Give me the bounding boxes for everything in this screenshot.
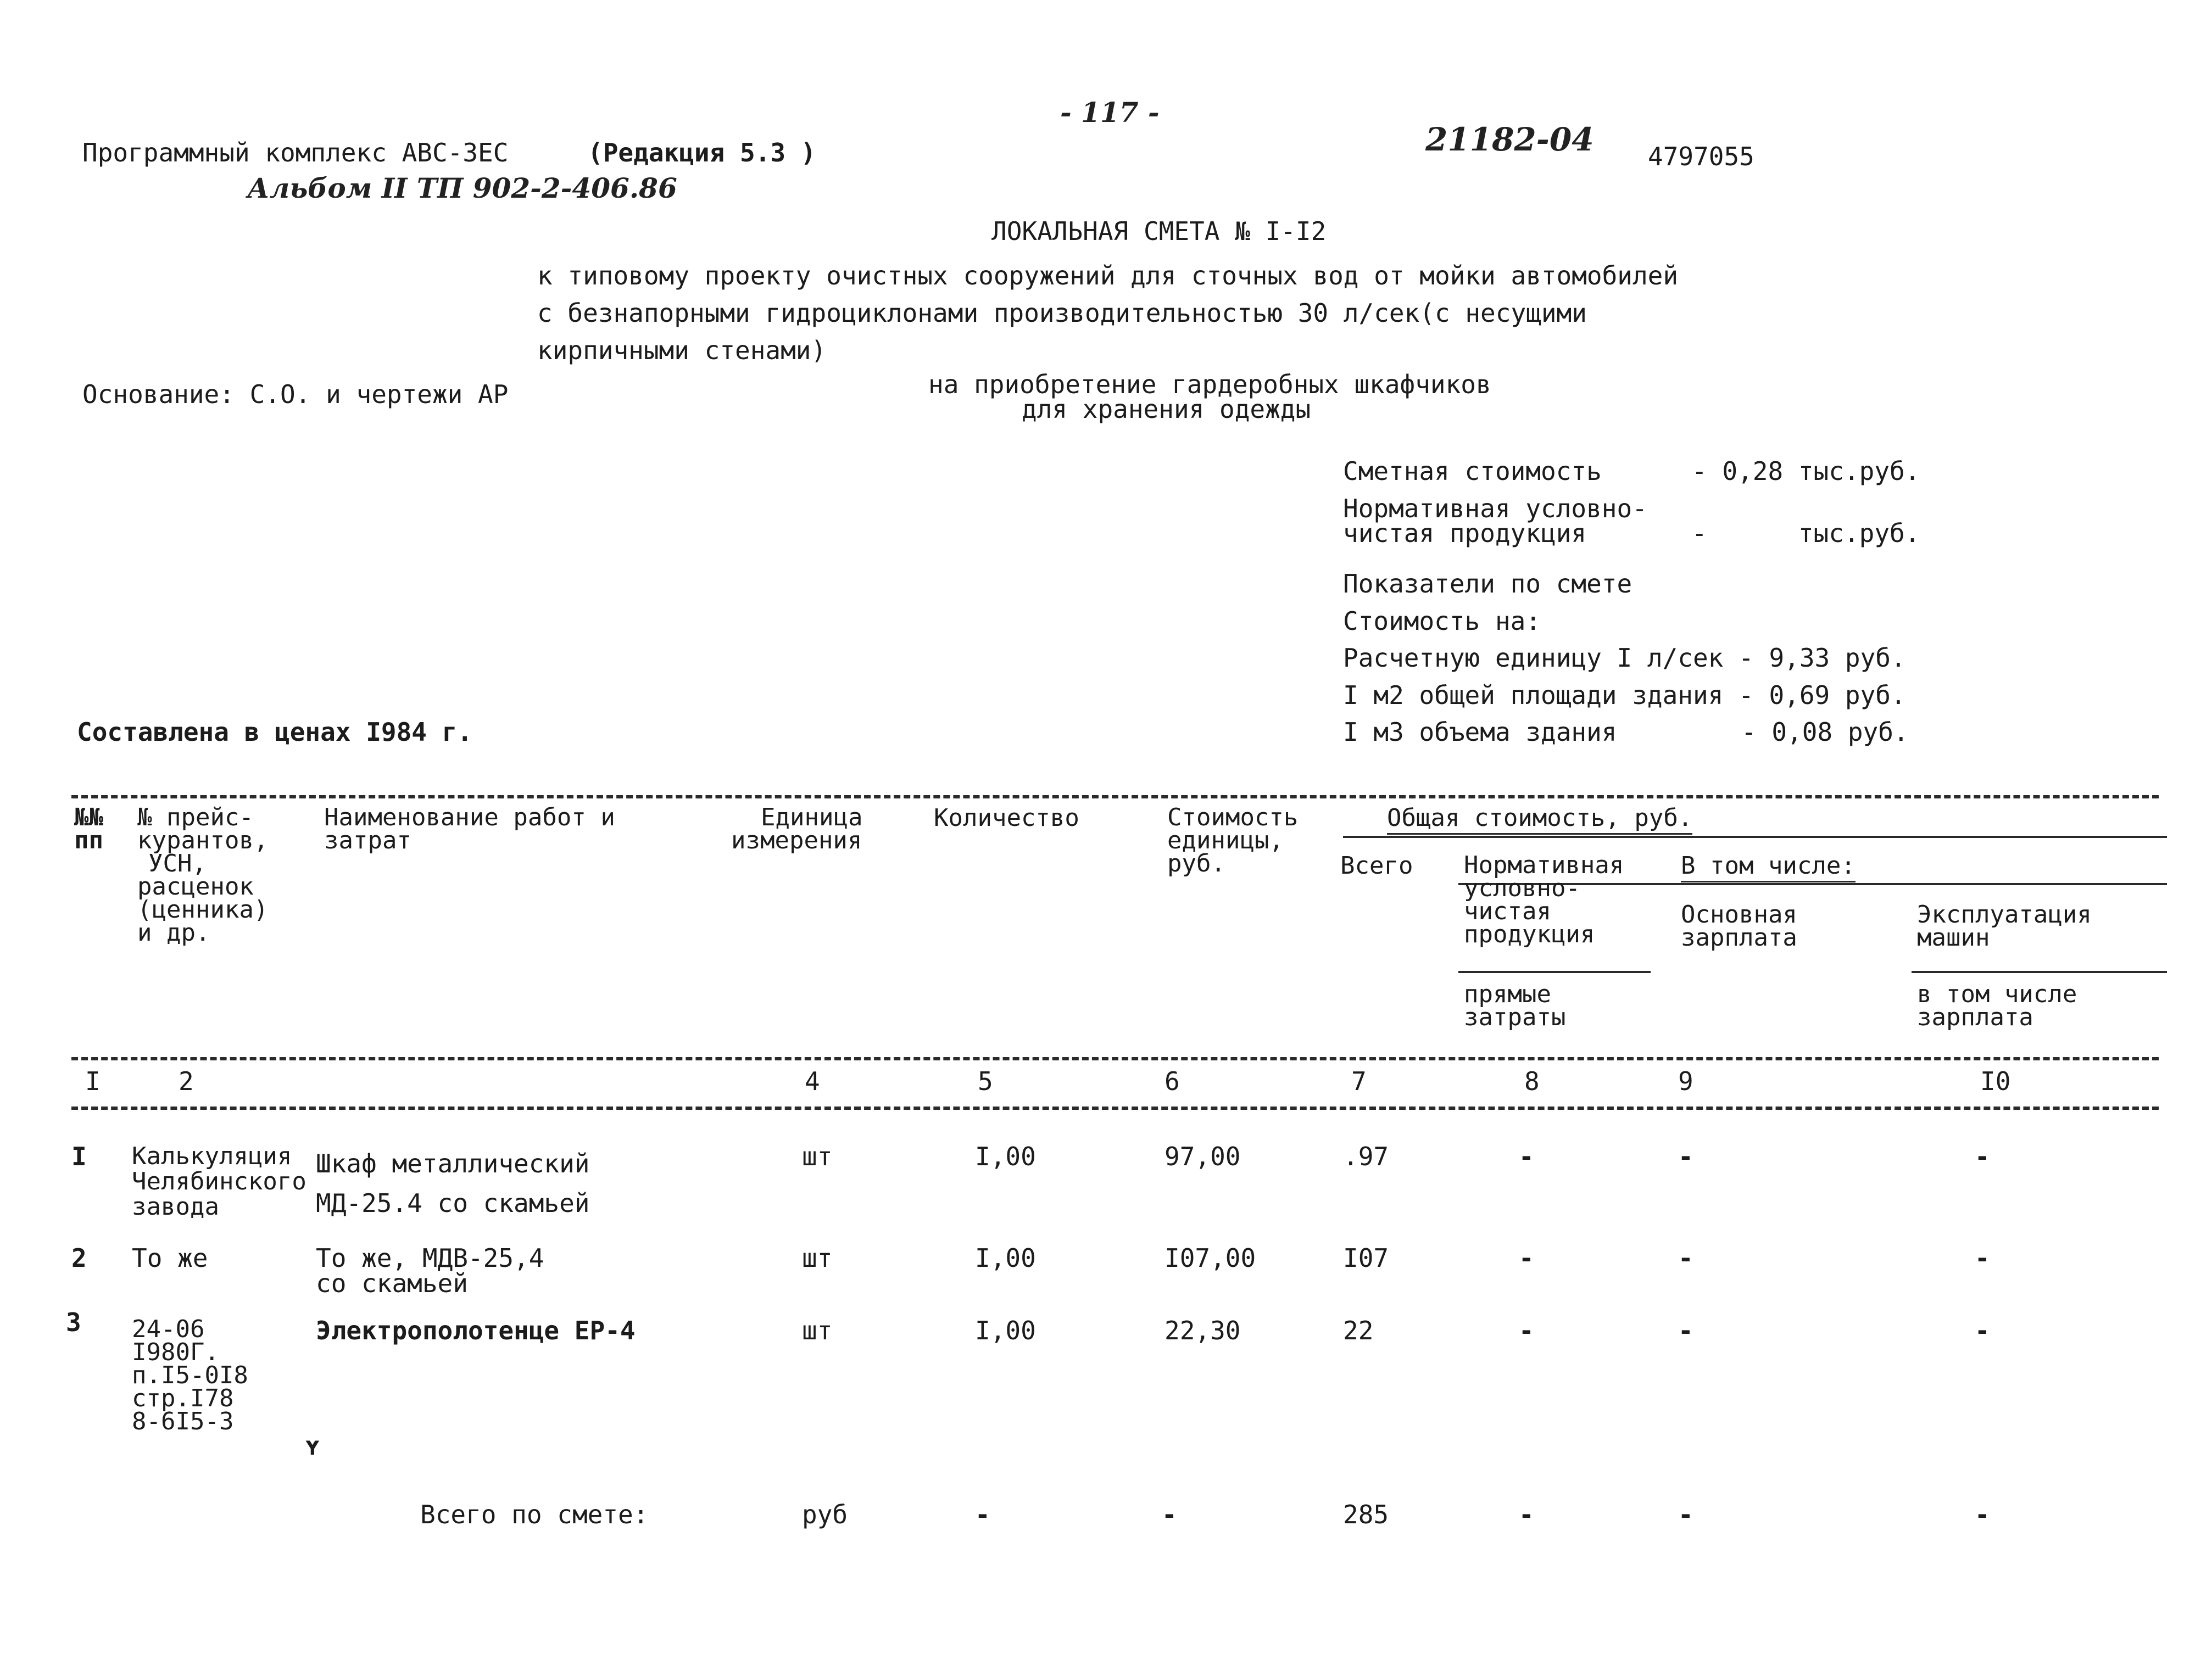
header-text: прямые (1464, 980, 1551, 1008)
col-number: I (85, 1066, 101, 1096)
header-text: № прейс- (137, 803, 254, 831)
header-text: машин (1917, 924, 1990, 952)
row-base-salary: - (1678, 1142, 1693, 1171)
total-base-salary: - (1678, 1500, 1693, 1529)
header-unit (731, 803, 863, 854)
total-label: Всего по смете: (420, 1500, 649, 1529)
row-reference-line: Калькуляция (132, 1142, 292, 1170)
project-description (537, 257, 1678, 369)
header-text: пп (74, 826, 103, 854)
row-work-name-line: со скамьей (316, 1269, 468, 1298)
header-text: затрат (324, 826, 411, 854)
row-unit-cost: 22,30 (1164, 1316, 1241, 1345)
header-row-number (74, 803, 103, 854)
col-number: 7 (1351, 1066, 1367, 1096)
header-text: зарплата (1681, 924, 1797, 952)
program-name: Программный комплекс АВС-ЗЕС (82, 138, 509, 167)
cost-per-unit: Расчетную единицу I л/сек - 9,33 руб. (1343, 643, 1906, 673)
total-machine-operation: - (1975, 1500, 1990, 1529)
col-number: 4 (805, 1066, 820, 1096)
header-direct-costs (1464, 980, 1566, 1031)
header-text: Основная (1681, 901, 1797, 929)
row-quantity: I,00 (975, 1142, 1036, 1171)
cost-per-m3-label: I м3 объема здания (1343, 717, 1617, 747)
header-text: Единица (761, 803, 863, 831)
header-text: Нормативная (1464, 851, 1624, 879)
header-text: УСН, (148, 850, 207, 878)
norm-label-2: чистая продукция (1343, 518, 1587, 548)
header-text: В том числе: (1681, 852, 1856, 882)
col-number: 8 (1524, 1066, 1540, 1096)
project-line: кирпичными стенами) (537, 336, 827, 365)
row-work-name (316, 1245, 544, 1296)
row-reference-line: завода (132, 1193, 219, 1221)
total-unit-cost: - (1162, 1500, 1177, 1529)
row-reference (132, 1315, 248, 1435)
header-text: и др. (137, 919, 210, 947)
header-incl-salary (1917, 980, 2077, 1031)
row-reference (132, 1144, 307, 1220)
norm-value: - тыс.руб. (1692, 518, 1920, 548)
row-reference: То же (132, 1243, 208, 1273)
numbers-bottom-rule (71, 1107, 2159, 1110)
row-norm-product: - (1519, 1243, 1534, 1273)
row-reference-line: стр.I78 (132, 1384, 234, 1412)
program-edition: (Редакция 5.3 ) (588, 138, 816, 167)
row-base-salary: - (1678, 1243, 1693, 1273)
header-text: в том числе (1917, 980, 2077, 1008)
header-text: (ценника) (137, 896, 269, 924)
document-code: 21182-04 (1425, 121, 1594, 158)
header-norm-product (1464, 851, 1624, 948)
row-norm-product: - (1519, 1142, 1534, 1171)
row-work-name-line: То же, МДВ-25,4 (316, 1243, 544, 1273)
estimate-title: ЛОКАЛЬНАЯ СМЕТА № I-I2 (991, 216, 1327, 246)
header-text: Эксплуатация (1917, 901, 2092, 929)
project-line: к типовому проекту очистных сооружений для сточных вод от мойки автомобилей (537, 261, 1679, 290)
purpose-line-1: на приобретение гардеробных шкафчиков (928, 370, 1491, 399)
row-reference-line: 8-6I5-3 (132, 1407, 234, 1435)
row-total: .97 (1343, 1142, 1389, 1171)
stray-mark: ʏ (305, 1431, 320, 1461)
row-work-name: Электрополотенце ЕР-4 (316, 1316, 636, 1345)
cost-per-m3-value: - 0,08 руб. (1741, 717, 1909, 747)
row-number: I (71, 1142, 87, 1171)
basis: Основание: С.О. и чертежи АР (82, 379, 509, 409)
col-number: 2 (179, 1066, 194, 1096)
header-text: измерения (731, 826, 862, 854)
header-text: расценок (137, 873, 254, 901)
smeta-cost-label: Сметная стоимость (1343, 456, 1602, 486)
header-work-name (324, 803, 615, 854)
document-number: 4797055 (1648, 142, 1754, 171)
header-price-reference (137, 803, 269, 947)
compiled-prices: Составлена в ценах I984 г. (77, 717, 473, 747)
cost-on-label: Стоимость на: (1343, 606, 1541, 636)
header-total: Всего (1340, 852, 1413, 880)
header-text: руб. (1167, 850, 1225, 878)
header-text: зарплата (1917, 1003, 2033, 1031)
page-number: - 117 - (1060, 96, 1160, 128)
row-unit: шт (802, 1316, 833, 1345)
header-text: Наименование работ и (324, 803, 615, 831)
row-reference-line: 24-06 (132, 1315, 205, 1343)
row-unit-cost: 97,00 (1164, 1142, 1241, 1171)
row-reference-line: Челябинского (132, 1167, 307, 1195)
row-machine-operation: - (1975, 1316, 1990, 1345)
row-unit: шт (802, 1142, 833, 1171)
row-work-name-line: Шкаф металлический (316, 1149, 590, 1178)
row-machine-operation: - (1975, 1142, 1990, 1171)
norm-label-1: Нормативная условно- (1343, 494, 1647, 523)
row-total: 22 (1343, 1316, 1374, 1345)
purpose-line-2: для хранения одежды (1022, 394, 1311, 424)
header-machine-operation (1917, 901, 2092, 952)
total-quantity: - (975, 1500, 990, 1529)
header-quantity: Количество (934, 804, 1079, 832)
header-including (1681, 854, 1856, 878)
indicators-label: Показатели по смете (1343, 569, 1632, 599)
row-total: I07 (1343, 1243, 1389, 1273)
header-text: затраты (1464, 1003, 1566, 1031)
row-number: 3 (66, 1307, 81, 1337)
row-machine-operation: - (1975, 1243, 1990, 1273)
row-reference-line: I980Г. (132, 1338, 219, 1366)
header-text: курантов, (137, 826, 269, 854)
group-rule (1343, 836, 2167, 838)
col-number: 5 (978, 1066, 993, 1096)
cost-per-m2: I м2 общей площади здания - 0,69 руб. (1343, 680, 1906, 710)
machines-rule (1912, 971, 2167, 973)
album-note: Альбом II ТП 902-2-406.86 (247, 172, 677, 204)
col-number: 6 (1164, 1066, 1180, 1096)
total-unit: руб (802, 1500, 848, 1529)
header-bottom-rule (71, 1057, 2159, 1060)
row-norm-product: - (1519, 1316, 1534, 1345)
project-line: с безнапорными гидроциклонами производительностью 30 л/сек(с несущими (537, 298, 1587, 328)
row-reference-line: п.I5-0I8 (132, 1361, 248, 1389)
header-text: №№ (74, 803, 103, 831)
header-text: чистая (1464, 897, 1551, 925)
header-text: единицы, (1167, 826, 1284, 854)
total-norm-product: - (1519, 1500, 1534, 1529)
table-top-rule (71, 795, 2159, 798)
row-work-name-line: МД-25.4 со скамьей (316, 1188, 590, 1218)
row-unit: шт (802, 1243, 833, 1273)
header-text: Общая стоимость, руб. (1387, 804, 1692, 835)
col-number: 9 (1678, 1066, 1693, 1096)
smeta-cost-value: - 0,28 тыс.руб. (1692, 456, 1920, 486)
row-base-salary: - (1678, 1316, 1693, 1345)
norm-rule (1458, 971, 1651, 973)
col-number: I0 (1980, 1066, 2011, 1096)
row-unit-cost: I07,00 (1164, 1243, 1256, 1273)
header-text: Стоимость (1167, 803, 1299, 831)
row-work-name (316, 1144, 590, 1223)
header-text: условно- (1464, 874, 1580, 902)
header-total-group (1387, 806, 1692, 830)
total-sum: 285 (1343, 1500, 1389, 1529)
row-number: 2 (71, 1243, 87, 1273)
header-unit-cost (1167, 803, 1299, 878)
row-quantity: I,00 (975, 1316, 1036, 1345)
header-base-salary (1681, 901, 1797, 952)
row-quantity: I,00 (975, 1243, 1036, 1273)
header-text: продукция (1464, 920, 1595, 948)
